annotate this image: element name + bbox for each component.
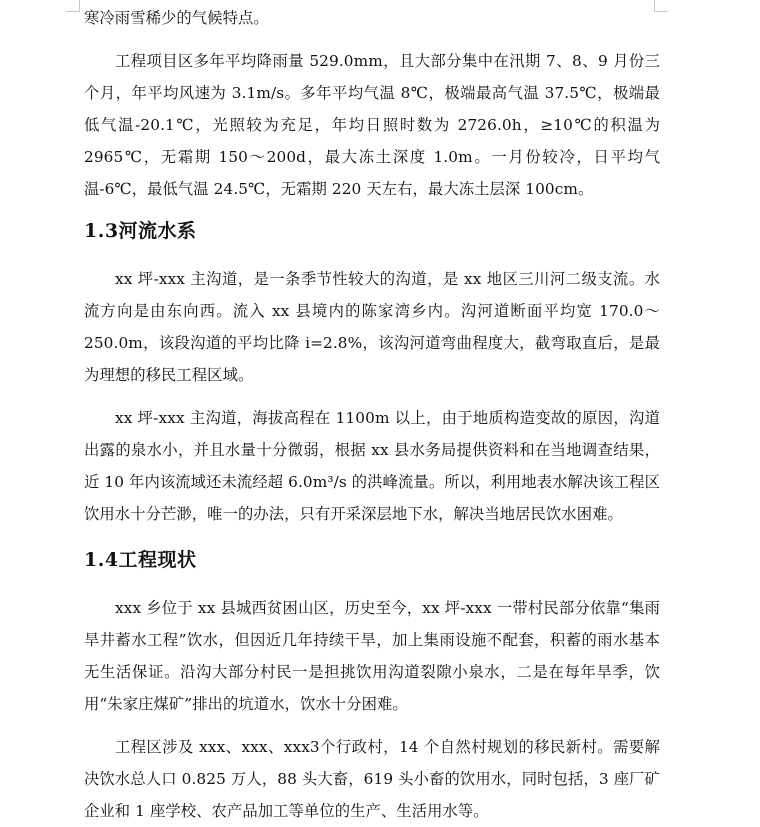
paragraph-status-2: 工程区涉及 xxx、xxx、xxx3个行政村，14 个自然村规划的移民新村。需要解决饮水总人口 0.825 万人，88 头大畜，619 头小畜的饮用水，同时包括，3 座厂矿企业和 1 座学校、农产品加工等单位的生产、生活用水等。 (84, 738, 660, 820)
section-gap (84, 580, 660, 592)
page-margin-mark-left-h (66, 11, 80, 12)
document-page (84, 2, 660, 827)
section-heading-1-4: 1.4工程现状 (84, 549, 197, 571)
section-heading-1-3: 1.3河流水系 (84, 220, 197, 242)
paragraph-gap (84, 34, 660, 45)
paragraph-top-line: 寒冷雨雪稀少的气候特点。 (84, 9, 269, 27)
paragraph-river-2: xx 坪-xxx 主沟道，海拔高程在 1100m 以上，由于地质构造变故的原因，沟道出露的泉水小，并且水量十分微弱，根据 xx 县水务局提供资料和在当地调查结果，近 10 年内该流域还未流经超 6.0m³/s 的洪峰流量。所以，利用地表水解决该工程区饮用水十分芒渺，唯一的办法，只有开采深层地下水，解决当地居民饮水困难。 (84, 409, 660, 523)
paragraph-gap (84, 720, 660, 731)
section-gap (84, 530, 660, 540)
paragraph-status-1: xxx 乡位于 xx 县城西贫困山区，历史至今，xx 坪-xxx 一带村民部分依靠“集雨旱井蓄水工程”饮水，但因近几年持续干旱，加上集雨设施不配套，积蓄的雨水基本无生活保证。沿沟大部分村民一是担挑饮用沟道裂隙小泉水，二是在每年旱季，饮用“朱家庄煤矿”排出的坑道水，饮水十分困难。 (84, 599, 660, 713)
paragraph-climate: 工程项目区多年平均降雨量 529.0mm，且大部分集中在汛期 7、8、9 月份三个月，年平均风速为 3.1m/s。多年平均气温 8℃，极端最高气温 37.5℃，极端最低气温-20.1℃，光照较为充足，年均日照时数为 2726.0h，≥10℃的积温为 2965℃，无霜期 150～200d，最大冻土深度 1.0m。一月份较冷，日平均气温-6℃，最低气温 24.5℃，无霜期 220 天左右，最大冻土层深 100cm。 (84, 52, 660, 198)
section-gap (84, 251, 660, 263)
paragraph-river-1: xx 坪-xxx 主沟道，是一条季节性较大的沟道，是 xx 地区三川河二级支流。水流方向是由东向西。流入 xx 县境内的陈家湾乡内。沟河道断面平均宽 170.0～250.0m，该段沟道的平均比降 i=2.8%，该沟河道弯曲程度大，截弯取直后，是最为理想的移民工程区域。 (84, 270, 660, 384)
paragraph-gap (84, 391, 660, 402)
